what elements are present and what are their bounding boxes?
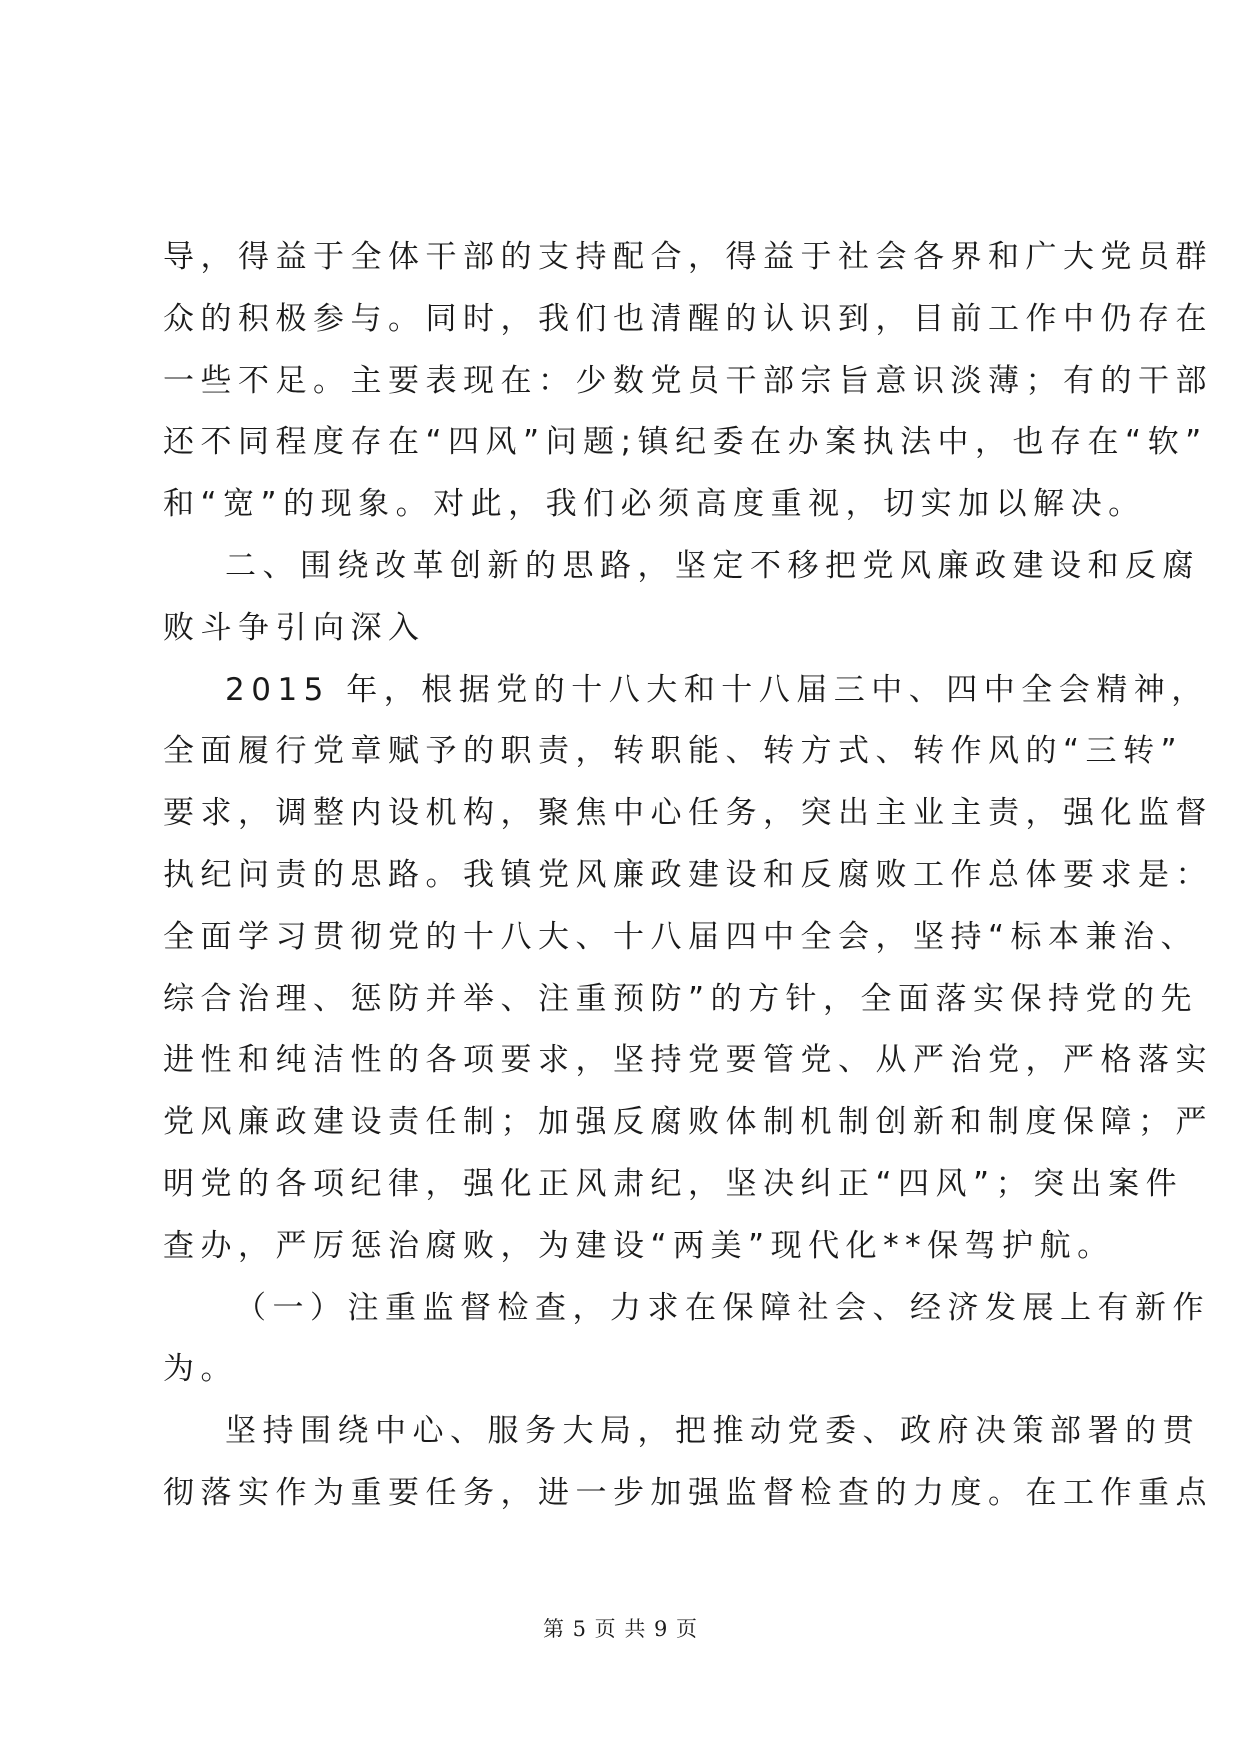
text-line: 众的积极参与。同时，我们也清醒的认识到，目前工作中仍存在 — [163, 300, 1213, 337]
text-line: 一些不足。主要表现在：少数党员干部宗旨意识淡薄；有的干部 — [163, 362, 1213, 399]
text-line: 综合治理、惩防并举、注重预防”的方针，全面落实保持党的先 — [163, 980, 1199, 1017]
text-line: 彻落实作为重要任务，进一步加强监督检查的力度。在工作重点 — [163, 1474, 1213, 1511]
page-number-footer: 第 5 页 共 9 页 — [542, 1617, 699, 1641]
text-line: 明党的各项纪律，强化正风肃纪，坚决纠正“四风”；突出案件 — [163, 1165, 1184, 1202]
subsection-heading: （一）注重监督检查，力求在保障社会、经济发展上有新作 — [235, 1289, 1210, 1326]
text-line: 全面履行党章赋予的职责，转职能、转方式、转作风的“三转” — [163, 733, 1184, 770]
text-line: 导，得益于全体干部的支持配合，得益于社会各界和广大党员群 — [163, 239, 1213, 275]
text-line: 还不同程度存在“四风”问题;镇纪委在办案执法中，也存在“软” — [163, 424, 1208, 461]
text-line: 查办，严厉惩治腐败，为建设“两美”现代化**保驾护航。 — [163, 1227, 1115, 1264]
paragraph-start: 坚持围绕中心、服务大局，把推动党委、政府决策部署的贯 — [225, 1413, 1200, 1450]
subsection-heading-continued: 为。 — [163, 1351, 238, 1388]
document-body — [163, 227, 1213, 1525]
section-heading: 二、围绕改革创新的思路，坚定不移把党风廉政建设和反腐 — [225, 547, 1200, 584]
paragraph-start: 2015 年，根据党的十八大和十八届三中、四中全会精神， — [225, 671, 1209, 708]
text-line: 执纪问责的思路。我镇党风廉政建设和反腐败工作总体要求是： — [163, 856, 1213, 893]
text-line: 要求，调整内设机构，聚焦中心任务，突出主业主责，强化监督 — [163, 795, 1213, 832]
text-line: 和“宽”的现象。对此，我们必须高度重视，切实加以解决。 — [163, 486, 1146, 523]
section-heading-continued: 败斗争引向深入 — [163, 609, 426, 646]
text-line: 党风廉政建设责任制；加强反腐败体制机制创新和制度保障；严 — [163, 1104, 1213, 1141]
text-line: 全面学习贯彻党的十八大、十八届四中全会，坚持“标本兼治、 — [163, 918, 1199, 955]
text-line: 进性和纯洁性的各项要求，坚持党要管党、从严治党，严格落实 — [163, 1042, 1213, 1079]
